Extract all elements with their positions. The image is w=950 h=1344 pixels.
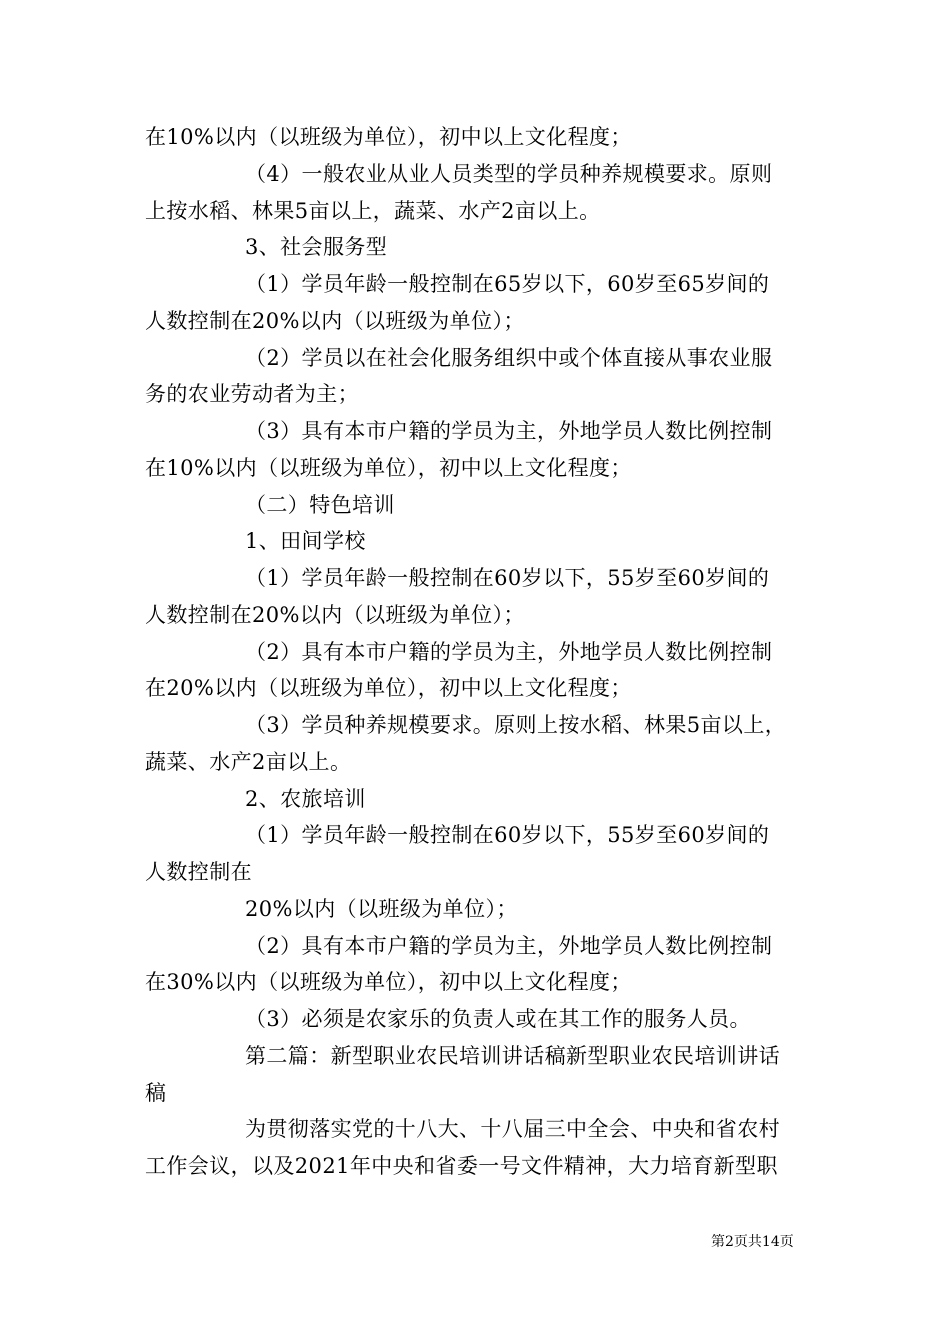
text-line: 在10%以内（以班级为单位），初中以上文化程度； xyxy=(145,456,632,480)
page-number-footer: 第2页共14页 xyxy=(711,1234,794,1250)
text-line: （1）学员年龄一般控制在60岁以下，55岁至60岁间的 xyxy=(245,566,770,590)
text-line: 在10%以内（以班级为单位），初中以上文化程度； xyxy=(145,125,632,149)
section-heading: 1、田间学校 xyxy=(245,529,366,553)
section-heading: （二）特色培训 xyxy=(245,493,395,517)
text-line: 在30%以内（以班级为单位），初中以上文化程度； xyxy=(145,970,632,994)
text-line: （2）具有本市户籍的学员为主，外地学员人数比例控制 xyxy=(245,640,773,664)
text-line: 务的农业劳动者为主； xyxy=(145,382,359,406)
text-line: 为贯彻落实党的十八大、十八届三中全会、中央和省农村 xyxy=(245,1117,780,1141)
section-heading: 3、社会服务型 xyxy=(245,235,388,259)
chapter-title: 稿 xyxy=(145,1081,167,1105)
section-heading: 2、农旅培训 xyxy=(245,787,366,811)
text-line: 人数控制在20%以内（以班级为单位）； xyxy=(145,603,525,627)
chapter-title: 第二篇：新型职业农民培训讲话稿新型职业农民培训讲话 xyxy=(245,1044,780,1068)
text-line: 在20%以内（以班级为单位），初中以上文化程度； xyxy=(145,676,632,700)
text-line: 人数控制在 xyxy=(145,860,252,884)
text-line: 蔬菜、水产2亩以上。 xyxy=(145,750,352,774)
text-line: （3）学员种养规模要求。原则上按水稻、林果5亩以上， xyxy=(245,713,787,737)
text-line: 人数控制在20%以内（以班级为单位）； xyxy=(145,309,525,333)
text-line: （2）学员以在社会化服务组织中或个体直接从事农业服 xyxy=(245,346,773,370)
text-line: （1）学员年龄一般控制在60岁以下，55岁至60岁间的 xyxy=(245,823,770,847)
text-line: 上按水稻、林果5亩以上，蔬菜、水产2亩以上。 xyxy=(145,199,601,223)
text-line: （2）具有本市户籍的学员为主，外地学员人数比例控制 xyxy=(245,934,773,958)
text-line: （4）一般农业从业人员类型的学员种养规模要求。原则 xyxy=(245,162,773,186)
text-line: （3）具有本市户籍的学员为主，外地学员人数比例控制 xyxy=(245,419,773,443)
text-line: （3）必须是农家乐的负责人或在其工作的服务人员。 xyxy=(245,1007,751,1031)
text-line: （1）学员年龄一般控制在65岁以下，60岁至65岁间的 xyxy=(245,272,770,296)
text-line: 20%以内（以班级为单位）； xyxy=(245,897,518,921)
text-line: 工作会议，以及2021年中央和省委一号文件精神，大力培育新型职 xyxy=(145,1154,778,1178)
